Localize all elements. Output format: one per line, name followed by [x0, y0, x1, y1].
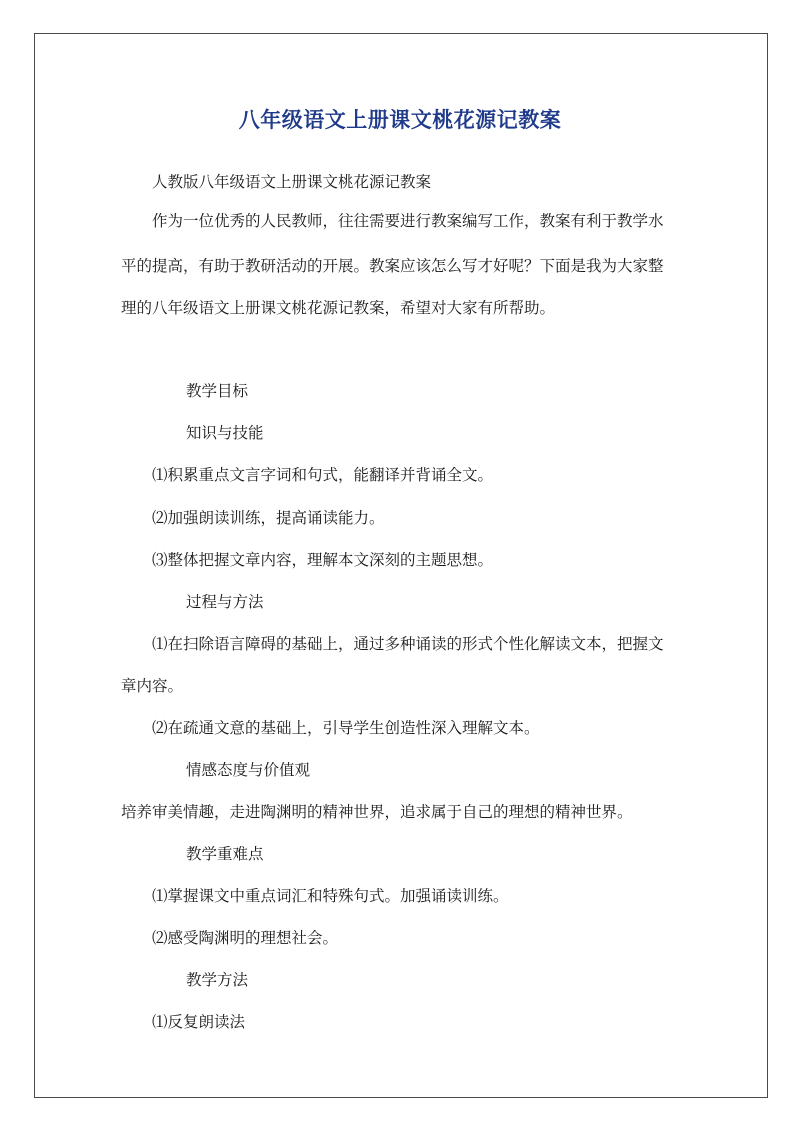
method-item-1: ⑴反复朗读法	[152, 1013, 246, 1031]
heading-knowledge-skills: 知识与技能	[186, 424, 264, 442]
heading-emotion-values: 情感态度与价值观	[186, 761, 311, 779]
process-item-1-line-1: ⑴在扫除语言障碍的基础上，通过多种诵读的形式个性化解读文本，把握文	[152, 635, 664, 653]
intro-paragraph-line-1: 作为一位优秀的人民教师，往往需要进行教案编写工作，教案有利于教学水	[152, 212, 664, 230]
process-item-1-line-2: 章内容。	[121, 677, 184, 695]
keypoint-item-2: ⑵感受陶渊明的理想社会。	[152, 929, 339, 947]
keypoint-item-1: ⑴掌握课文中重点词汇和特殊句式。加强诵读训练。	[152, 887, 509, 905]
heading-key-points: 教学重难点	[186, 845, 264, 863]
knowledge-item-1: ⑴积累重点文言字词和句式，能翻译并背诵全文。	[152, 466, 494, 484]
emotion-text: 培养审美情趣，走进陶渊明的精神世界，追求属于自己的理想的精神世界。	[121, 803, 633, 821]
knowledge-item-2: ⑵加强朗读训练，提高诵读能力。	[152, 509, 385, 527]
knowledge-item-3: ⑶整体把握文章内容，理解本文深刻的主题思想。	[152, 551, 494, 569]
heading-teaching-methods: 教学方法	[186, 971, 249, 989]
intro-subtitle: 人教版八年级语文上册课文桃花源记教案	[152, 173, 432, 191]
document-title: 八年级语文上册课文桃花源记教案	[238, 108, 562, 132]
intro-paragraph-line-3: 理的八年级语文上册课文桃花源记教案，希望对大家有所帮助。	[121, 299, 556, 317]
intro-paragraph-line-2: 平的提高，有助于教研活动的开展。教案应该怎么写才好呢？下面是我为大家整	[121, 257, 664, 275]
heading-teaching-goals: 教学目标	[186, 382, 249, 400]
process-item-2: ⑵在疏通文意的基础上，引导学生创造性深入理解文本。	[152, 719, 540, 737]
heading-process-methods: 过程与方法	[186, 593, 264, 611]
